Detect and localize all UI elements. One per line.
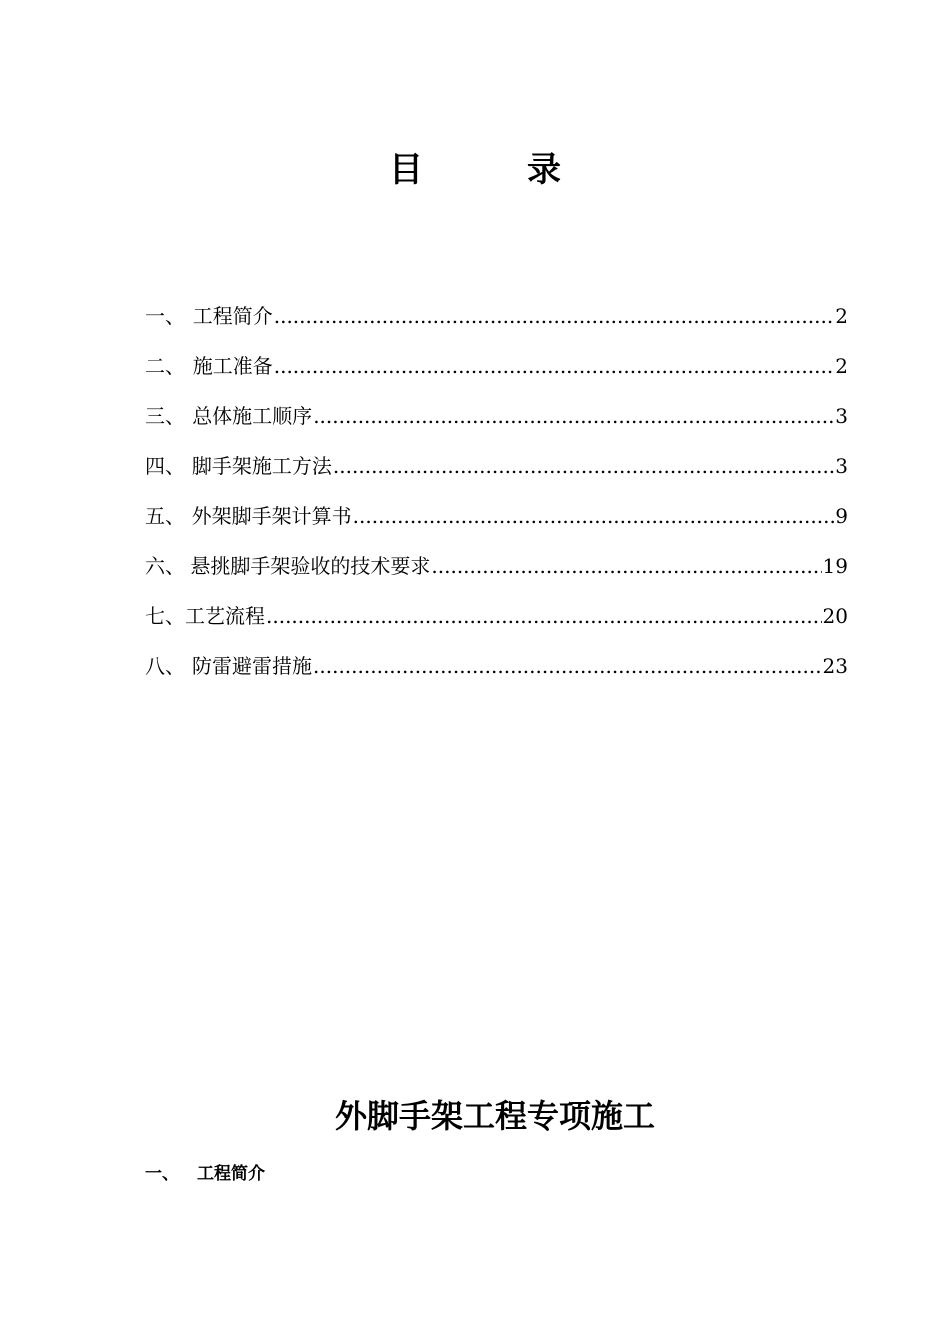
toc-entry-title: 总体施工顺序 xyxy=(192,404,313,428)
toc-entry-title: 外架脚手架计算书 xyxy=(191,504,352,528)
toc-title-char-2: 录 xyxy=(527,150,561,190)
toc-entry[interactable] xyxy=(145,546,848,596)
toc-dot-leader xyxy=(333,446,834,486)
toc-entry-page: 3 xyxy=(835,404,848,428)
toc-entry-number: 一、 xyxy=(145,304,185,328)
toc-entry[interactable] xyxy=(145,296,848,346)
toc-entry-page: 20 xyxy=(822,604,848,628)
section-heading-title: 工程简介 xyxy=(197,1164,265,1184)
toc-entry-number: 八、 xyxy=(145,654,185,678)
toc-entry-number: 二、 xyxy=(145,354,185,378)
toc-entry-page: 2 xyxy=(835,354,848,378)
toc-entry-number: 五、 xyxy=(145,504,185,528)
toc-entry[interactable] xyxy=(145,646,848,696)
toc-entry-title: 工艺流程 xyxy=(185,604,265,628)
toc-entry[interactable] xyxy=(145,496,848,546)
toc-entry-number: 三、 xyxy=(145,404,185,428)
toc-entry-page: 2 xyxy=(835,304,848,328)
toc-title-char-1: 目 xyxy=(389,150,423,190)
section-heading-number: 一、 xyxy=(145,1164,179,1184)
toc-entry[interactable] xyxy=(145,446,848,496)
toc-entry-number: 七、 xyxy=(145,604,185,628)
toc-entry-title: 悬挑脚手架验收的技术要求 xyxy=(190,554,431,578)
toc-dot-leader xyxy=(274,346,835,386)
toc-dot-leader xyxy=(313,646,822,686)
section-heading xyxy=(145,1160,265,1188)
toc-entry-title: 工程简介 xyxy=(192,304,273,328)
toc-entry-page: 9 xyxy=(835,504,848,528)
toc-dot-leader xyxy=(353,496,835,536)
toc-entry-number: 四、 xyxy=(145,454,185,478)
toc-entry[interactable] xyxy=(145,396,848,446)
toc-dot-leader xyxy=(431,546,821,586)
toc-title xyxy=(0,148,950,192)
toc-entry-number: 六、 xyxy=(145,554,185,578)
toc-entry-title: 脚手架施工方法 xyxy=(191,454,332,478)
toc-dot-leader xyxy=(266,596,822,636)
toc-entry[interactable] xyxy=(145,346,848,396)
toc-entry-page: 23 xyxy=(822,654,848,678)
table-of-contents xyxy=(145,296,848,696)
toc-entry-title: 防雷避雷措施 xyxy=(192,654,313,678)
toc-entry[interactable] xyxy=(145,596,848,646)
toc-entry-page: 3 xyxy=(835,454,848,478)
toc-dot-leader xyxy=(313,396,834,436)
document-main-title: 外脚手架工程专项施工 xyxy=(334,1097,655,1135)
toc-entry-page: 19 xyxy=(822,554,848,578)
toc-dot-leader xyxy=(274,296,835,336)
toc-entry-title: 施工准备 xyxy=(192,354,273,378)
